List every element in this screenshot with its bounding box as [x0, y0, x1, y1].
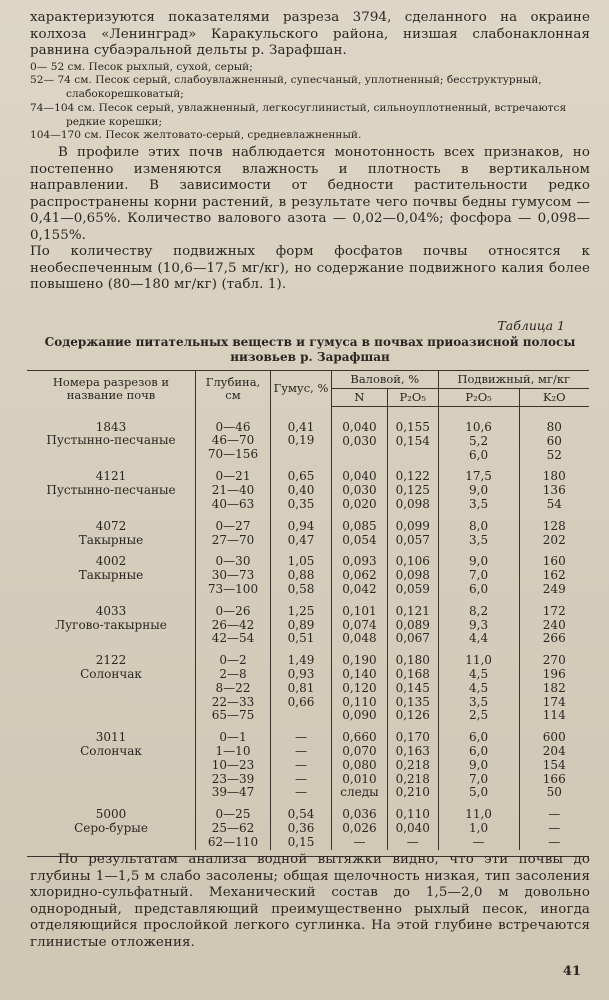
table-cell: 0—30 — [215, 554, 251, 569]
table-cell: 0,36 — [287, 820, 315, 835]
table-row — [27, 547, 589, 596]
soil-name-cell — [27, 462, 196, 511]
page-number: 41 — [562, 964, 581, 979]
gross-n-cell — [332, 407, 388, 463]
col-header-p2o5-mobile: P₂O₅ — [438, 389, 519, 407]
table-cell: — — [472, 834, 485, 849]
table-cell: 0,19 — [287, 433, 315, 448]
table-cell: — — [295, 743, 307, 758]
depth-cell — [196, 407, 271, 463]
table-cell: 0,030 — [342, 483, 377, 498]
gross-n-cell — [332, 723, 388, 800]
gross-p2o5-cell — [387, 800, 438, 849]
table-cell: 0,040 — [342, 420, 377, 434]
table-cell: 1,25 — [287, 603, 315, 618]
gross-n-cell — [332, 597, 388, 646]
soil-name: Серо-бурые — [74, 820, 148, 835]
table-cell: 162 — [542, 568, 566, 583]
table-title: Содержание питательных веществ и гумуса в почвах приоазисной полосы низовьев р. Зарафшан — [44, 335, 576, 364]
mobile-p2o5-cell — [438, 462, 519, 511]
layer-text: Песок серый, слабоувлажненный, супесчаный, уплотненный; бесструктурный, слабокорешковатый; — [66, 74, 542, 101]
profile-layer — [30, 129, 590, 143]
depth-cell — [196, 597, 271, 646]
table-cell: 600 — [542, 730, 566, 745]
table-cell: 17,5 — [465, 469, 492, 484]
table-cell: 0—21 — [215, 469, 251, 484]
table-cell: 0,58 — [287, 581, 315, 596]
table-cell: 270 — [542, 653, 566, 668]
soil-name-cell — [27, 800, 196, 849]
mobile-k2o-cell — [519, 547, 589, 596]
table-cell: 0,218 — [395, 757, 430, 772]
table-cell: 0,089 — [395, 617, 430, 632]
table-cell: 9,0 — [469, 757, 489, 772]
paragraph-water-extract: По результатам анализа водной вытяжки видно, что эти почвы до глубины 1—1,5 м слабо засолены; общая щелочность низкая, тип засоления хлоридно-сульфатный. Механический состав до 1,5—2,0 м довольно однородный, представляющий преимущественно рыхлый песок, иногда отделяющийся прослойкой легкого суглинка. На этой глубине встречаются глинистые отложения. — [30, 852, 590, 950]
table-cell: 0,210 — [395, 785, 430, 800]
soil-name: Солончак — [80, 666, 142, 681]
table-cell: 46—70 — [211, 433, 255, 448]
table-cell: 0,41 — [287, 419, 315, 434]
table-cell: 0—26 — [215, 603, 251, 618]
mobile-p2o5-cell — [438, 407, 519, 463]
table-cell: 0,81 — [287, 680, 315, 695]
table-cell: 0,218 — [395, 771, 430, 786]
humus-cell — [271, 407, 332, 463]
table-cell: 0,40 — [287, 483, 315, 498]
table-cell: 73—100 — [207, 581, 259, 596]
bottom-text-block — [30, 852, 590, 951]
table-cell: 4,5 — [469, 666, 489, 681]
layer-depth: 0— 52 см. — [30, 60, 86, 73]
mobile-k2o-cell — [519, 597, 589, 646]
table-cell: 0,110 — [342, 694, 377, 709]
gross-p2o5-cell — [387, 462, 438, 511]
table-cell: 50 — [546, 785, 562, 800]
table-cell: 4,5 — [469, 680, 489, 695]
table-cell: 22—33 — [211, 694, 255, 709]
table-cell: 0,660 — [342, 730, 377, 745]
table-cell: 0,101 — [342, 603, 377, 618]
gross-p2o5-cell — [387, 646, 438, 723]
table-cell: 0,145 — [395, 680, 430, 695]
section-number: 4002 — [95, 554, 127, 569]
table-cell: 9,0 — [469, 483, 489, 498]
table-cell: 9,3 — [469, 617, 489, 632]
section-number: 3011 — [95, 730, 127, 745]
table-cell: 0,135 — [395, 694, 430, 709]
soil-name-cell — [27, 646, 196, 723]
table-cell: 0,093 — [342, 554, 377, 569]
table-cell: 62—110 — [207, 834, 259, 849]
gross-n-cell — [332, 800, 388, 849]
table-cell: 65—75 — [211, 708, 255, 723]
col-header-n: N — [332, 389, 388, 407]
humus-cell — [271, 800, 332, 849]
humus-cell — [271, 512, 332, 548]
table-cell: 0,163 — [395, 743, 430, 758]
table-cell: 0,65 — [287, 469, 315, 484]
table-cell: 0,020 — [342, 496, 377, 511]
table-cell: — — [295, 757, 307, 772]
table-cell: 5,0 — [469, 785, 489, 800]
gross-p2o5-cell — [387, 547, 438, 596]
paragraph-profile: В профиле этих почв наблюдается монотонность всех признаков, но постепенно изменяются влажность и плотность в вертикальном направлении. В зависимости от бедности растительности редко распространены корни растений, в результате чего почвы бедны гумусом — 0,41—0,65%. Количество валового азота — 0,02—0,04%; фосфора — 0,098—0,155%. — [30, 145, 590, 243]
gross-p2o5-cell — [387, 597, 438, 646]
table-cell: 128 — [542, 518, 566, 533]
table-cell: 3,5 — [469, 532, 489, 547]
table-cell: 42—54 — [211, 631, 255, 646]
mobile-p2o5-cell — [438, 723, 519, 800]
table-row — [27, 723, 589, 800]
table-cell: 11,0 — [465, 807, 492, 822]
profile-layer — [30, 61, 590, 75]
table-cell: 0,057 — [395, 532, 430, 547]
col-header-k2o: K₂O — [519, 389, 589, 407]
section-number: 4121 — [95, 469, 127, 484]
layer-depth: 74—104 см. — [30, 101, 96, 114]
table-cell: 0,080 — [342, 757, 377, 772]
table-cell: 196 — [542, 666, 566, 681]
table-cell: 80 — [546, 420, 562, 434]
table-cell: 249 — [542, 581, 566, 596]
soil-name-cell — [27, 723, 196, 800]
table-cell: 6,0 — [469, 730, 489, 745]
soil-name-cell — [27, 512, 196, 548]
nutrients-table — [27, 370, 589, 857]
table-cell: 0,048 — [342, 631, 377, 646]
section-number: 5000 — [95, 807, 127, 822]
soil-name: Такырные — [78, 532, 144, 547]
table-cell: — — [548, 807, 561, 822]
section-number: 4033 — [95, 603, 127, 618]
table-cell: 0,110 — [395, 807, 430, 822]
soil-name-cell — [27, 597, 196, 646]
table-cell: 4,4 — [469, 631, 489, 646]
table-cell: 0—1 — [219, 730, 247, 745]
table-cell: 154 — [542, 757, 566, 772]
table-cell: 1,05 — [287, 554, 315, 569]
table-cell: 0,93 — [287, 666, 315, 681]
table-row — [27, 646, 589, 723]
table-cell: 8,0 — [469, 518, 489, 533]
table-cell: 52 — [546, 447, 562, 462]
table-cell: 0,074 — [342, 617, 377, 632]
humus-cell — [271, 646, 332, 723]
top-text-block — [30, 10, 590, 294]
table-cell — [273, 448, 329, 462]
gross-p2o5-cell — [387, 723, 438, 800]
mobile-k2o-cell — [519, 407, 589, 463]
col-header-depth: Глубина, см — [196, 371, 271, 407]
table-cell: 0,090 — [342, 708, 377, 723]
table-cell: 0,47 — [287, 532, 315, 547]
table-cell: 2—8 — [219, 666, 247, 681]
soil-name: Пустынно-песчаные — [46, 433, 176, 448]
table-cell: 0,170 — [395, 730, 430, 745]
table-cell: 0,030 — [342, 433, 377, 448]
table-cell: 9,0 — [469, 554, 489, 569]
gross-n-cell — [332, 646, 388, 723]
mobile-p2o5-cell — [438, 800, 519, 849]
humus-cell — [271, 723, 332, 800]
depth-cell — [196, 462, 271, 511]
table-cell: 0,040 — [342, 469, 377, 484]
table-cell: 0,51 — [287, 631, 315, 646]
layer-depth: 104—170 см. — [30, 129, 102, 142]
table-cell: — — [548, 834, 561, 849]
mobile-p2o5-cell — [438, 597, 519, 646]
table-cell: 2,5 — [469, 708, 489, 723]
table-cell: 40—63 — [211, 496, 255, 511]
profile-layer — [30, 102, 590, 130]
humus-cell — [271, 462, 332, 511]
table-cell: 0—25 — [215, 807, 251, 822]
table-cell: 26—42 — [211, 617, 255, 632]
soil-name-cell — [27, 547, 196, 596]
table-cell — [390, 449, 436, 463]
table-cell: — — [295, 730, 307, 745]
table-cell: 6,0 — [469, 743, 489, 758]
table-cell: — — [406, 834, 419, 849]
table-cell: 240 — [542, 617, 566, 632]
mobile-k2o-cell — [519, 512, 589, 548]
table-cell: 0,026 — [342, 820, 377, 835]
table-cell: 0,168 — [395, 666, 430, 681]
table-cell: 0,106 — [395, 554, 430, 569]
table-cell: 0,054 — [342, 532, 377, 547]
table-cell: 0,098 — [395, 496, 430, 511]
table-cell: 30—73 — [211, 568, 255, 583]
section-number: 1843 — [95, 419, 127, 434]
table-cell: 0,040 — [395, 820, 430, 835]
table-cell: — — [548, 820, 561, 835]
col-header-mobile: Подвижный, мг/кг — [438, 371, 589, 389]
table-cell: 8—22 — [215, 680, 251, 695]
profile-layer — [30, 74, 590, 102]
gross-p2o5-cell — [387, 407, 438, 463]
table-cell: 0,66 — [287, 694, 315, 709]
col-header-name: Номера разрезов и название почв — [27, 371, 196, 407]
gross-p2o5-cell — [387, 512, 438, 548]
table-cell: 0—2 — [219, 653, 247, 668]
soil-name: Такырные — [78, 568, 144, 583]
intro-paragraph: характеризуются показателями разреза 3794, сделанного на окраине колхоза «Ленинград» Каракульского района, низшая слабонаклонная равнина субаэральной дельты р. Зарафшан. — [30, 10, 590, 58]
layer-text: Песок серый, увлажненный, легкосуглинистый, сильноуплотненный, встречаются редкие корешки; — [66, 101, 567, 128]
table-cell: 160 — [542, 554, 566, 569]
table-cell: 136 — [542, 483, 566, 498]
table-cell: 0,155 — [395, 420, 430, 434]
table-cell: 114 — [542, 708, 566, 723]
table-cell: 1—10 — [215, 743, 251, 758]
table-cell: 0,190 — [342, 653, 377, 668]
depth-cell — [196, 547, 271, 596]
table-cell: 6,0 — [469, 447, 489, 462]
soil-name: Пустынно-песчаные — [46, 483, 176, 498]
table-cell: 70—156 — [207, 447, 259, 462]
table-cell: 0,070 — [342, 743, 377, 758]
table-cell: 0,126 — [395, 708, 430, 723]
depth-cell — [196, 512, 271, 548]
table-cell: 21—40 — [211, 483, 255, 498]
mobile-k2o-cell — [519, 646, 589, 723]
table-label: Таблица 1 — [497, 318, 565, 333]
mobile-k2o-cell — [519, 723, 589, 800]
table-cell: 0,35 — [287, 496, 315, 511]
table-cell: 0,54 — [287, 807, 315, 822]
table-row — [27, 407, 589, 463]
table-cell: 10—23 — [211, 757, 255, 772]
mobile-k2o-cell — [519, 462, 589, 511]
table-cell: 0,067 — [395, 631, 430, 646]
table-cell: 0,120 — [342, 680, 377, 695]
gross-n-cell — [332, 547, 388, 596]
gross-n-cell — [332, 512, 388, 548]
profile-description — [30, 61, 590, 144]
table-cell: 1,0 — [469, 820, 489, 835]
table-cell: — — [353, 834, 366, 849]
table-cell — [334, 449, 385, 463]
layer-depth: 52— 74 см. — [30, 74, 92, 87]
table-cell: 0,062 — [342, 568, 377, 583]
table-cell: 23—39 — [211, 771, 255, 786]
table-cell: 0,89 — [287, 617, 315, 632]
section-number: 4072 — [95, 518, 127, 533]
table-cell: 0,15 — [287, 834, 315, 849]
table-row — [27, 512, 589, 548]
table-cell: 0,94 — [287, 518, 315, 533]
table-cell: 25—62 — [211, 820, 255, 835]
table-cell: 7,0 — [469, 771, 489, 786]
table-cell: 266 — [542, 631, 566, 646]
table-cell: 54 — [546, 496, 562, 511]
table-cell: 5,2 — [469, 433, 489, 448]
mobile-k2o-cell — [519, 800, 589, 849]
col-header-humus: Гумус, % — [271, 371, 332, 407]
table-cell: 0,099 — [395, 518, 430, 533]
table-cell: 0,122 — [395, 469, 430, 484]
gross-n-cell — [332, 462, 388, 511]
table-body — [27, 407, 589, 850]
table-cell: 180 — [542, 469, 566, 484]
col-header-gross: Валовой, % — [332, 371, 439, 389]
soil-name: Лугово-такырные — [55, 617, 167, 632]
table-cell: 0,154 — [395, 433, 430, 448]
table-cell: 3,5 — [469, 496, 489, 511]
table-cell: 174 — [542, 694, 566, 709]
table-cell: 0—27 — [215, 518, 251, 533]
table-cell: 0,140 — [342, 666, 377, 681]
table-cell: 0,121 — [395, 603, 430, 618]
table-cell: 0,085 — [342, 518, 377, 533]
depth-cell — [196, 723, 271, 800]
table-cell: — — [295, 785, 307, 800]
depth-cell — [196, 646, 271, 723]
table-cell: 11,0 — [465, 653, 492, 668]
table-cell: 0,098 — [395, 568, 430, 583]
mobile-p2o5-cell — [438, 547, 519, 596]
mobile-p2o5-cell — [438, 512, 519, 548]
table-cell: 202 — [542, 532, 566, 547]
table-cell: 6,0 — [469, 581, 489, 596]
table-cell: 0,010 — [342, 771, 377, 786]
humus-cell — [271, 547, 332, 596]
table-cell: 27—70 — [211, 532, 255, 547]
table-cell: 0,88 — [287, 568, 315, 583]
table-row — [27, 462, 589, 511]
table-cell — [273, 709, 329, 723]
table-cell: следы — [340, 785, 379, 800]
table-cell: 0,036 — [342, 807, 377, 822]
mobile-p2o5-cell — [438, 646, 519, 723]
table-row — [27, 800, 589, 849]
table-row — [27, 597, 589, 646]
table-cell: 3,5 — [469, 694, 489, 709]
section-number: 2122 — [95, 653, 127, 668]
table-cell: 0—46 — [215, 419, 251, 434]
table-cell: 39—47 — [211, 785, 255, 800]
table-cell: 0,042 — [342, 581, 377, 596]
table-cell: 8,2 — [469, 603, 489, 618]
layer-text: Песок рыхлый, сухой, серый; — [88, 60, 253, 73]
table-cell: 0,059 — [395, 581, 430, 596]
humus-cell — [271, 597, 332, 646]
soil-name-cell — [27, 407, 196, 463]
table-cell: 10,6 — [465, 420, 492, 434]
table-cell: 60 — [546, 433, 562, 448]
table-cell: 0,180 — [395, 653, 430, 668]
table-cell: 204 — [542, 743, 566, 758]
layer-text: Песок желтовато-серый, средневлажненный. — [105, 129, 362, 142]
table-cell: 0,125 — [395, 483, 430, 498]
depth-cell — [196, 800, 271, 849]
table-cell: 1,49 — [287, 653, 315, 668]
paragraph-phosphates: По количеству подвижных форм фосфатов почвы относятся к необеспеченным (10,6—17,5 мг/кг), но содержание подвижного калия более повышено (80—180 мг/кг) (табл. 1). — [30, 244, 590, 293]
table-cell: 7,0 — [469, 568, 489, 583]
table-cell: 182 — [542, 680, 566, 695]
col-header-p2o5: P₂O₅ — [387, 389, 438, 407]
table-cell: — — [295, 771, 307, 786]
table-cell: 172 — [542, 603, 566, 618]
soil-name: Солончак — [80, 743, 142, 758]
table-cell: 166 — [542, 771, 566, 786]
